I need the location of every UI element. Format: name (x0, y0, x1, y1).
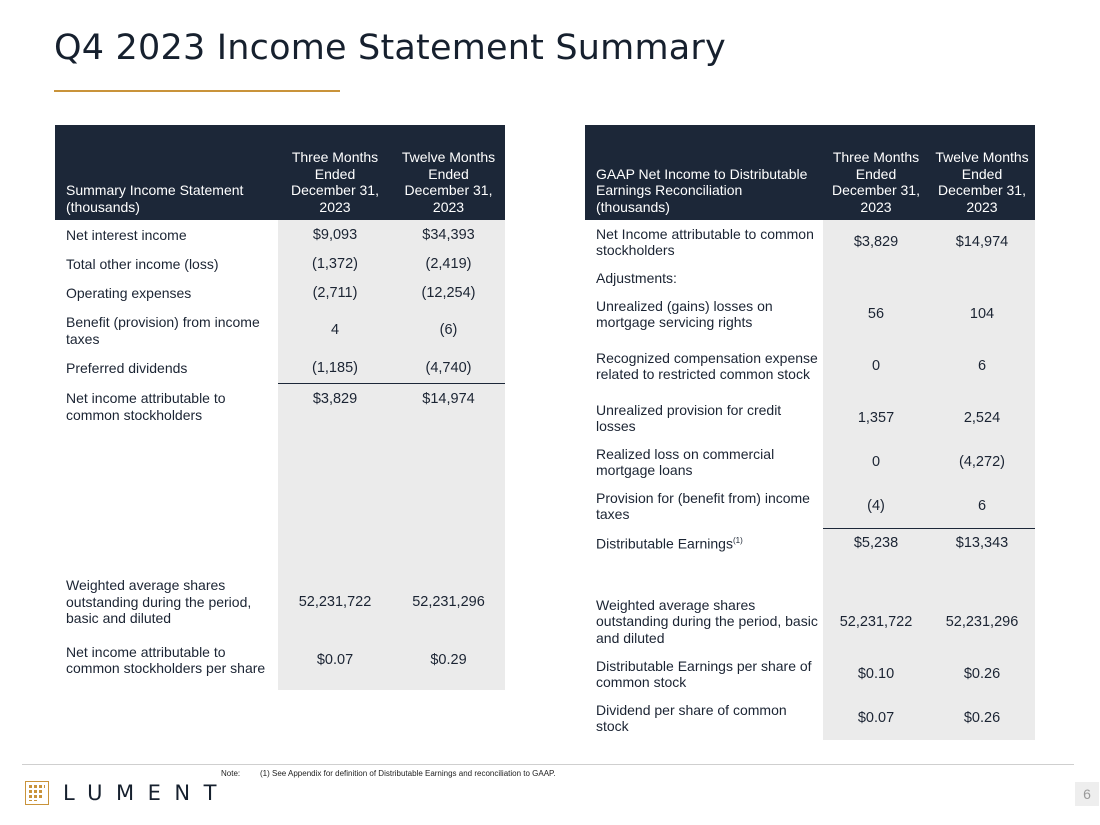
cell-three-months: 52,231,722 (823, 558, 929, 652)
cell-three-months: (1,185) (278, 353, 392, 383)
cell-three-months: 56 (823, 292, 929, 336)
column-header: Three Months Ended December 31, 2023 (823, 125, 929, 220)
footnote-marker: (1) (732, 536, 743, 546)
row-label: Operating expenses (66, 285, 192, 302)
row-label: Unrealized provision for credit losses (596, 401, 782, 434)
row-label: Benefit (provision) from income taxes (66, 314, 260, 347)
cell-three-months: $3,829 (278, 383, 392, 574)
table-row (585, 652, 1035, 696)
row-label: Provision for (benefit from) income taxes (596, 489, 810, 522)
cell-twelve-months: (6) (392, 308, 505, 353)
cell-three-months: 4 (278, 308, 392, 353)
table-row (585, 484, 1035, 528)
cell-twelve-months: (2,419) (392, 250, 505, 279)
footer-divider (22, 764, 1074, 765)
note-label: Note: (221, 769, 241, 778)
row-label: Weighted average shares outstanding during the period, basic and diluted (66, 577, 252, 627)
cell-twelve-months: $0.26 (929, 652, 1035, 696)
cell-twelve-months: (4,740) (392, 353, 505, 383)
table-row (585, 264, 1035, 292)
cell-three-months: 0 (823, 440, 929, 484)
row-label-text: Distributable Earnings (596, 536, 733, 553)
cell-three-months: $3,829 (823, 220, 929, 264)
page-number: 6 (1075, 782, 1099, 806)
row-label: Net Income attributable to common stockholders (596, 225, 814, 258)
column-header: Twelve Months Ended December 31, 2023 (392, 125, 505, 220)
table-row (585, 440, 1035, 484)
cell-three-months: $0.07 (823, 696, 929, 740)
table-row (585, 558, 1035, 652)
cell-three-months: $9,093 (278, 220, 392, 250)
distributable-earnings-reconciliation-table (585, 125, 1035, 740)
cell-twelve-months: $13,343 (929, 528, 1035, 558)
row-label: Realized loss on commercial mortgage loans (596, 445, 775, 478)
cell-twelve-months: (4,272) (929, 440, 1035, 484)
cell-twelve-months: 52,231,296 (392, 574, 505, 630)
note-text: (1) See Appendix for definition of Distributable Earnings and reconciliation to GAAP. (260, 769, 556, 778)
column-header: Summary Income Statement (thousands) (55, 125, 278, 220)
table-row (55, 630, 505, 690)
cell-twelve-months: $14,974 (929, 220, 1035, 264)
table-row (585, 528, 1035, 558)
row-label: Net interest income (66, 226, 187, 243)
table-row (55, 220, 505, 250)
table-row (585, 336, 1035, 396)
row-label: Recognized compensation expense related to restricted common stock (596, 349, 818, 382)
table-row (585, 220, 1035, 264)
cell-three-months: $0.10 (823, 652, 929, 696)
column-header: Twelve Months Ended December 31, 2023 (929, 125, 1035, 220)
row-label: Net income attributable to common stockholders per share (66, 643, 266, 676)
cell-twelve-months: 52,231,296 (929, 558, 1035, 652)
table-row (55, 250, 505, 279)
table-row (55, 574, 505, 630)
table-row (585, 396, 1035, 440)
cell-three-months (823, 264, 929, 292)
row-label: Preferred dividends (66, 359, 188, 376)
cell-three-months: $5,238 (823, 528, 929, 558)
cell-twelve-months: 2,524 (929, 396, 1035, 440)
cell-three-months: (1,372) (278, 250, 392, 279)
footnote (221, 769, 556, 778)
row-label: Dividend per share of common stock (596, 701, 787, 734)
column-header: Three Months Ended December 31, 2023 (278, 125, 392, 220)
row-label: Total other income (loss) (66, 256, 219, 273)
table-row (585, 292, 1035, 336)
cell-twelve-months: (12,254) (392, 279, 505, 308)
page-title: Q4 2023 Income Statement Summary (54, 28, 726, 68)
cell-twelve-months: 104 (929, 292, 1035, 336)
logo-wordmark: LUMENT (63, 781, 230, 805)
row-label: Weighted average shares outstanding during the period, basic and diluted (596, 596, 818, 646)
logo-grid-icon (25, 781, 49, 805)
cell-twelve-months: $0.29 (392, 630, 505, 690)
row-label: Distributable Earnings per share of common stock (596, 657, 812, 690)
cell-three-months: $0.07 (278, 630, 392, 690)
table-row (585, 696, 1035, 740)
cell-three-months: 0 (823, 336, 929, 396)
table-row (55, 308, 505, 353)
cell-twelve-months (929, 264, 1035, 292)
cell-three-months: 52,231,722 (278, 574, 392, 630)
row-label: Unrealized (gains) losses on mortgage servicing rights (596, 297, 773, 330)
lument-logo (25, 781, 230, 805)
row-label: Net income attributable to common stockholders (66, 390, 226, 423)
cell-twelve-months: $0.26 (929, 696, 1035, 740)
cell-twelve-months: 6 (929, 336, 1035, 396)
summary-income-statement-table (55, 125, 505, 690)
cell-twelve-months: 6 (929, 484, 1035, 528)
title-underline (54, 90, 340, 92)
cell-three-months: (2,711) (278, 279, 392, 308)
row-label (585, 528, 823, 558)
row-label: Adjustments: (596, 269, 677, 286)
cell-twelve-months: $14,974 (392, 383, 505, 574)
column-header: GAAP Net Income to Distributable Earnings Reconciliation (thousands) (585, 125, 823, 220)
cell-three-months: 1,357 (823, 396, 929, 440)
table-row (55, 279, 505, 308)
cell-three-months: (4) (823, 484, 929, 528)
cell-twelve-months: $34,393 (392, 220, 505, 250)
table-row (55, 353, 505, 383)
table-row (55, 383, 505, 574)
